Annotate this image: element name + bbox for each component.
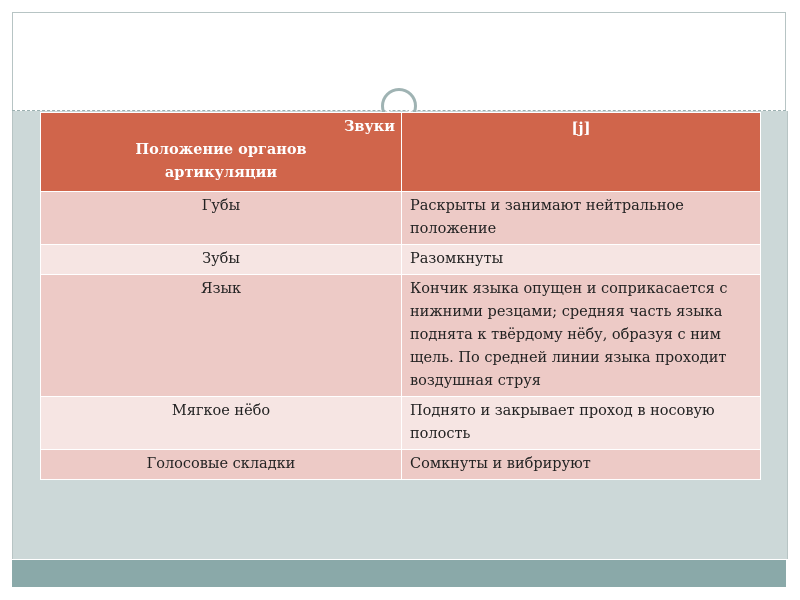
table-row bbox=[41, 245, 761, 275]
description-cell: Кончик языка опущен и соприкасается с нижними резцами; средняя часть языка поднята к твёрдому нёбу, образуя с ним щель. По средней линии языка проходит воздушная струя bbox=[402, 275, 761, 397]
organ-cell: Зубы bbox=[41, 245, 402, 275]
footer-bar bbox=[12, 560, 786, 587]
table-header-row bbox=[41, 113, 761, 192]
articulation-table bbox=[40, 112, 761, 480]
header-sounds-label: Звуки bbox=[343, 118, 395, 135]
header-cell-sound: [j] bbox=[402, 113, 761, 192]
description-cell: Поднято и закрывает проход в носовую полость bbox=[402, 397, 761, 450]
organ-cell: Губы bbox=[41, 192, 402, 245]
organ-cell: Голосовые складки bbox=[41, 450, 402, 480]
organ-cell: Язык bbox=[41, 275, 402, 397]
table-row bbox=[41, 192, 761, 245]
header-organs-line2: артикуляции bbox=[164, 164, 278, 181]
description-cell: Разомкнуты bbox=[402, 245, 761, 275]
table-row bbox=[41, 275, 761, 397]
table-row bbox=[41, 397, 761, 450]
header-organs-label bbox=[111, 138, 331, 184]
description-cell: Сомкнуты и вибрируют bbox=[402, 450, 761, 480]
organ-cell: Мягкое нёбо bbox=[41, 397, 402, 450]
header-organs-line1: Положение органов bbox=[135, 141, 307, 158]
description-cell: Раскрыты и занимают нейтральное положение bbox=[402, 192, 761, 245]
header-cell-organs bbox=[41, 113, 402, 192]
table-row bbox=[41, 450, 761, 480]
